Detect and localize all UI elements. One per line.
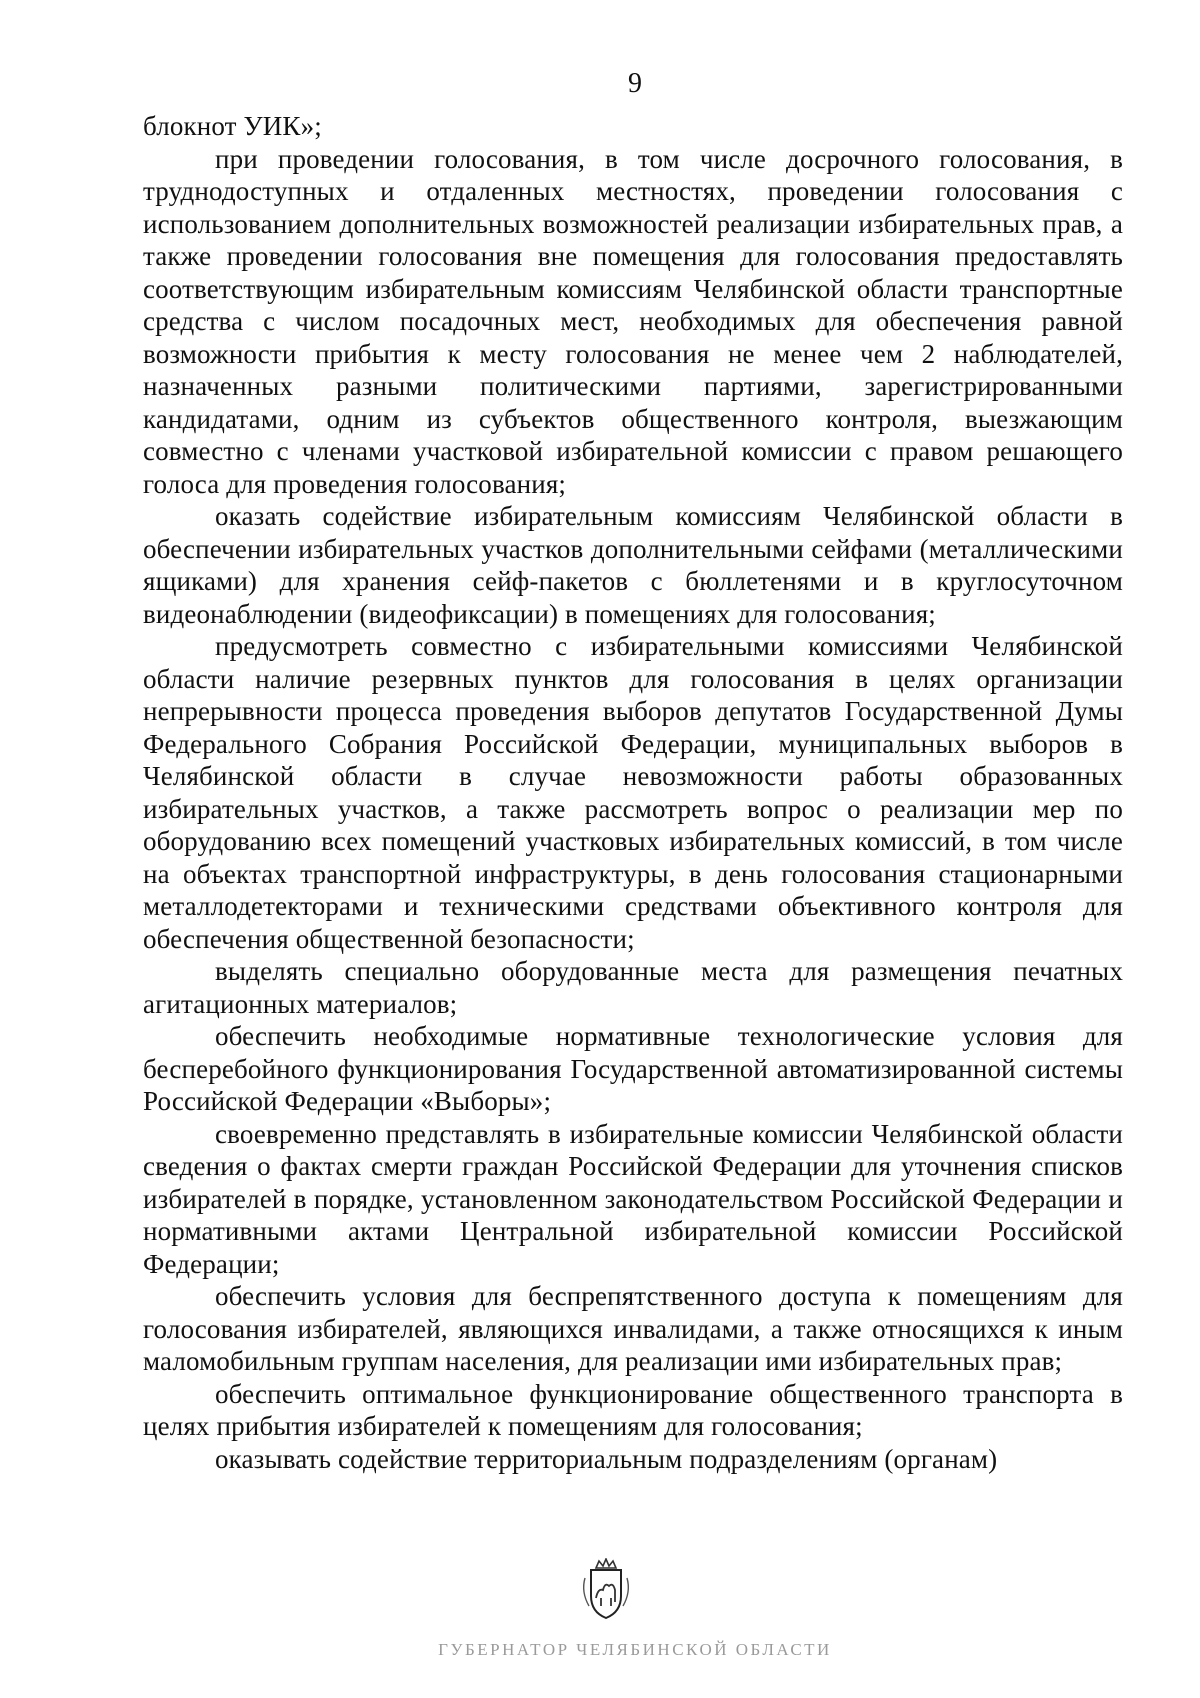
paragraph: оказать содействие избирательным комиссиям Челябинской области в обеспечении избирательных участков дополнительными сейфами (металлическими ящиками) для хранения сейф-пакетов с бюллетенями и в круглосуточном видеонаблюдении (видеофиксации) в помещениях для голосования; (143, 501, 1123, 629)
footer-caption: ГУБЕРНАТОР ЧЕЛЯБИНСКОЙ ОБЛАСТИ (438, 1640, 832, 1659)
paragraph: своевременно представлять в избирательные комиссии Челябинской области сведения о фактах смерти граждан Российской Федерации для уточнения списков избирателей в порядке, установленном законодательством Российской Федерации и нормативными актами Центральной избирательной комиссии Российской Федерации; (143, 1118, 1123, 1279)
paragraph: обеспечить необходимые нормативные технологические условия для бесперебойного функционирования Государственной автоматизированной системы Российской Федерации «Выборы»; (143, 1021, 1123, 1116)
paragraph: при проведении голосования, в том числе досрочного голосования, в труднодоступных и отдаленных местностях, проведении голосования с использованием дополнительных возможностей реализации избирательных прав, а также проведении голосования вне помещения для голосования предоставлять соответствующим избирательным комиссиям Челябинской области транспортные средства с числом посадочных мест, необходимых для обеспечения равной возможности прибытия к месту голосования не менее чем 2 наблюдателей, назначенных разными политическими партиями, зарегистрированными кандидатами, одним из субъектов общественного контроля, выезжающим совместно с членами участковой избирательной комиссии с правом решающего голоса для проведения голосования; (143, 143, 1123, 499)
coat-of-arms-icon (579, 1558, 633, 1622)
paragraph: обеспечить оптимальное функционирование общественного транспорта в целях прибытия избирателей к помещениям для голосования; (143, 1378, 1123, 1441)
paragraph: оказывать содействие территориальным подразделениям (органам) (215, 1443, 998, 1474)
paragraph: блокнот УИК»; (143, 111, 322, 141)
document-body (143, 110, 1123, 1475)
paragraph: выделять специально оборудованные места для размещения печатных агитационных материалов; (143, 956, 1123, 1019)
paragraph: предусмотреть совместно с избирательными комиссиями Челябинской области наличие резервных пунктов для голосования в целях организации непрерывности процесса проведения выборов депутатов Государственной Думы Федерального Собрания Российской Федерации, муниципальных выборов в Челябинской области в случае невозможности работы образованных избирательных участков, а также рассмотреть вопрос о реализации мер по оборудованию всех помещений участковых избирательных комиссий, в том числе на объектах транспортной инфраструктуры, в день голосования стационарными металлодетекторами и техническими средствами объективного контроля для обеспечения общественной безопасности; (143, 631, 1123, 954)
paragraph: обеспечить условия для беспрепятственного доступа к помещениям для голосования избирателей, являющихся инвалидами, а также относящихся к иным маломобильным группам населения, для реализации ими избирательных прав; (143, 1281, 1123, 1376)
page-number: 9 (628, 68, 642, 99)
